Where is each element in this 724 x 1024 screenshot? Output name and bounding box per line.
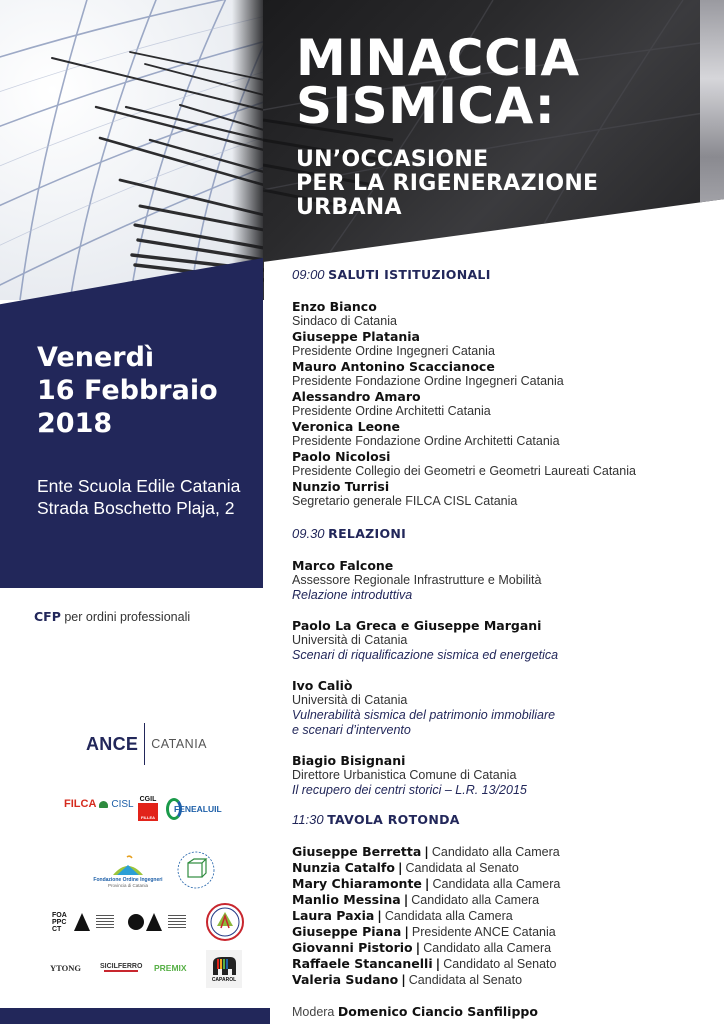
oappc-logo: [128, 908, 186, 936]
speaker: [292, 678, 712, 738]
caparol-elephant-icon: [210, 955, 238, 977]
panelist-name: Valeria Sudano: [292, 972, 399, 987]
section-time: 09:00: [292, 267, 325, 282]
event-day: Venerdì: [37, 342, 155, 373]
panelist-separator: |: [404, 924, 409, 939]
speaker-role: Segretario generale FILCA CISL Catania: [292, 494, 518, 508]
speaker-role: Presidente Ordine Architetti Catania: [292, 404, 491, 418]
section-label: RELAZIONI: [328, 526, 407, 541]
event-venue: [37, 475, 240, 519]
seismograph-illustration: [0, 0, 264, 300]
filca-leaf-icon: [99, 801, 108, 808]
speaker-role: Università di Catania: [292, 633, 408, 647]
panelist-name: Manlio Messina: [292, 892, 401, 907]
title-line-1: MINACCIA: [296, 29, 580, 87]
panelist-role: Candidata al Senato: [405, 861, 519, 875]
speaker: [292, 329, 712, 359]
panelist-separator: |: [401, 972, 406, 987]
speaker: [292, 389, 712, 419]
speaker-role: Presidente Fondazione Ordine Architetti Catania: [292, 434, 560, 448]
venue-address: Strada Boschetto Plaja, 2: [37, 498, 235, 518]
section-heading: [292, 266, 712, 283]
panelist-name: Mary Chiaramonte: [292, 876, 422, 891]
section-saluti-istituzionali: [292, 266, 712, 509]
panelist-separator: |: [435, 956, 441, 971]
sicilferro-logo: SICILFERRO: [100, 963, 143, 970]
panelist-role: Candidata alla Camera: [432, 877, 561, 891]
cfp-note: [34, 609, 190, 624]
event-title: [296, 29, 580, 135]
panelist: [292, 892, 712, 908]
speaker: [292, 479, 712, 509]
panelist: [292, 924, 712, 940]
panelist-separator: |: [377, 908, 382, 923]
section-time: 11:30: [292, 812, 324, 827]
panelist: [292, 908, 712, 924]
speaker: [292, 419, 712, 449]
oappc-triangle-icon: [146, 913, 162, 931]
seismograph-photo: [0, 0, 264, 300]
subtitle-line-3: URBANA: [296, 195, 402, 220]
panelist-name: Giuseppe Piana: [292, 924, 402, 939]
event-day-month: 16 Febbraio: [37, 375, 218, 406]
speaker: [292, 618, 712, 663]
speaker-topic: Scenari di riqualificazione sismica ed energetica: [292, 648, 559, 662]
panelist: [292, 972, 712, 988]
speaker: [292, 359, 712, 389]
association-seal-icon: [205, 902, 245, 942]
speaker-name: Mauro Antonino Scaccianoce: [292, 359, 495, 374]
speaker-role: Presidente Ordine Ingegneri Catania: [292, 344, 495, 358]
ance-logo-city: CATANIA: [151, 737, 208, 751]
bottom-navy-bar: [0, 1008, 270, 1024]
venue-name: Ente Scuola Edile Catania: [37, 476, 241, 496]
speaker: [292, 753, 712, 798]
speaker-name: Marco Falcone: [292, 558, 394, 573]
panelist-name: Giovanni Pistorio: [292, 940, 413, 955]
cgil-fillea-logo: CGIL FILLEA: [139, 795, 157, 820]
speaker-name: Enzo Bianco: [292, 299, 377, 314]
speaker-role: Università di Catania: [292, 693, 408, 707]
panelist: [292, 876, 712, 892]
moderator: [292, 1004, 712, 1019]
moderator-label: Modera: [292, 1005, 335, 1019]
speaker-topic-continued: e scenari d’intervento: [292, 723, 411, 737]
subtitle-line-2: PER LA RIGENERAZIONE: [296, 171, 599, 196]
event-year: 2018: [37, 408, 113, 439]
panelist-separator: |: [424, 876, 430, 891]
panelist-role: Candidata alla Camera: [384, 909, 513, 923]
panelist: [292, 860, 712, 876]
section-label: TAVOLA ROTONDA: [327, 812, 460, 827]
feneal-uil-logo: FENEALUIL: [166, 796, 222, 822]
speaker-role: Sindaco di Catania: [292, 314, 397, 328]
panelist-separator: |: [424, 844, 429, 859]
speaker-name: Veronica Leone: [292, 419, 401, 434]
ance-logo-divider: [144, 723, 145, 765]
oappc-small-text: [168, 915, 186, 929]
panelist-separator: |: [415, 940, 421, 955]
panelist: [292, 940, 712, 956]
speaker-topic: Relazione introduttiva: [292, 588, 413, 602]
caparol-logo: CAPAROL: [206, 950, 242, 988]
speaker-role: Direttore Urbanistica Comune di Catania: [292, 768, 517, 782]
header-edge-strip: [700, 0, 724, 262]
speaker-topic: Il recupero dei centri storici – L.R. 13/2015: [292, 783, 527, 797]
premix-logo: PREMIX: [154, 963, 187, 973]
speaker: [292, 449, 712, 479]
section-label: SALUTI ISTITUZIONALI: [328, 267, 491, 282]
event-subtitle: [296, 148, 598, 220]
panelist-name: Nunzia Catalfo: [292, 860, 395, 875]
ytong-logo: YTONG: [50, 963, 82, 973]
speaker: [292, 558, 712, 603]
cfp-label: CFP: [34, 609, 61, 624]
fondazione-mountain-icon: [111, 855, 145, 877]
section-time: 09.30: [292, 526, 325, 541]
title-line-2: SISMICA:: [296, 77, 556, 135]
panelist-name: Laura Paxia: [292, 908, 375, 923]
foappc-small-text: [96, 915, 114, 929]
panelist-role: Presidente ANCE Catania: [411, 925, 556, 939]
panelist-name: Giuseppe Berretta: [292, 844, 422, 859]
ance-logo-name: ANCE: [86, 733, 139, 754]
panelist-role: Candidata al Senato: [408, 973, 523, 987]
foappc-logo: FOA PPC CT: [52, 908, 114, 936]
speaker-name: Alessandro Amaro: [292, 389, 421, 404]
panelist-role: Candidato alla Camera: [431, 845, 560, 859]
fondazione-ingegneri-logo: Fondazione Ordine Ingegneri Provincia di Catania: [92, 850, 164, 892]
speaker-name: Paolo Nicolosi: [292, 449, 391, 464]
speaker-name: Nunzio Turrisi: [292, 479, 390, 494]
oappc-circle-icon: [128, 914, 144, 930]
panelist: [292, 844, 712, 860]
speaker-name: Giuseppe Platania: [292, 329, 420, 344]
program: [292, 266, 712, 1019]
foappc-triangle-icon: [74, 913, 90, 931]
speaker-name: Ivo Caliò: [292, 678, 353, 693]
ance-catania-logo: [86, 722, 207, 766]
speaker-role: Presidente Collegio dei Geometri e Geometri Laureati Catania: [292, 464, 636, 478]
section-heading: [292, 811, 712, 828]
panelist-separator: |: [397, 860, 403, 875]
speaker-role: Presidente Fondazione Ordine Ingegneri Catania: [292, 374, 564, 388]
panelist-role: Candidato al Senato: [443, 957, 557, 971]
panelist-separator: |: [403, 892, 409, 907]
section-heading: [292, 525, 712, 542]
ordine-ingegneri-seal-icon: [176, 850, 216, 890]
section-tavola-rotonda: [292, 811, 712, 1019]
cfp-text: per ordini professionali: [64, 610, 191, 624]
panelist-role: Candidato alla Camera: [423, 941, 552, 955]
moderator-name: Domenico Ciancio Sanfilippo: [337, 1004, 538, 1019]
panelist-role: Candidato alla Camera: [411, 893, 540, 907]
speaker-name: Paolo La Greca e Giuseppe Margani: [292, 618, 542, 633]
subtitle-line-1: UN’OCCASIONE: [296, 147, 489, 172]
association-seal-logo: [205, 902, 245, 942]
filca-cisl-logo: FILCA CISL: [64, 798, 134, 810]
section-relazioni: [292, 525, 712, 798]
speaker-name: Biagio Bisignani: [292, 753, 406, 768]
panelist: [292, 956, 712, 972]
speaker: [292, 299, 712, 329]
speaker-role: Assessore Regionale Infrastrutture e Mobilità: [292, 573, 542, 587]
ordine-ingegneri-logo: [176, 850, 216, 890]
event-date: [37, 341, 218, 440]
speaker-topic: Vulnerabilità sismica del patrimonio immobiliare: [292, 708, 556, 722]
panelist-name: Raffaele Stancanelli: [292, 956, 433, 971]
